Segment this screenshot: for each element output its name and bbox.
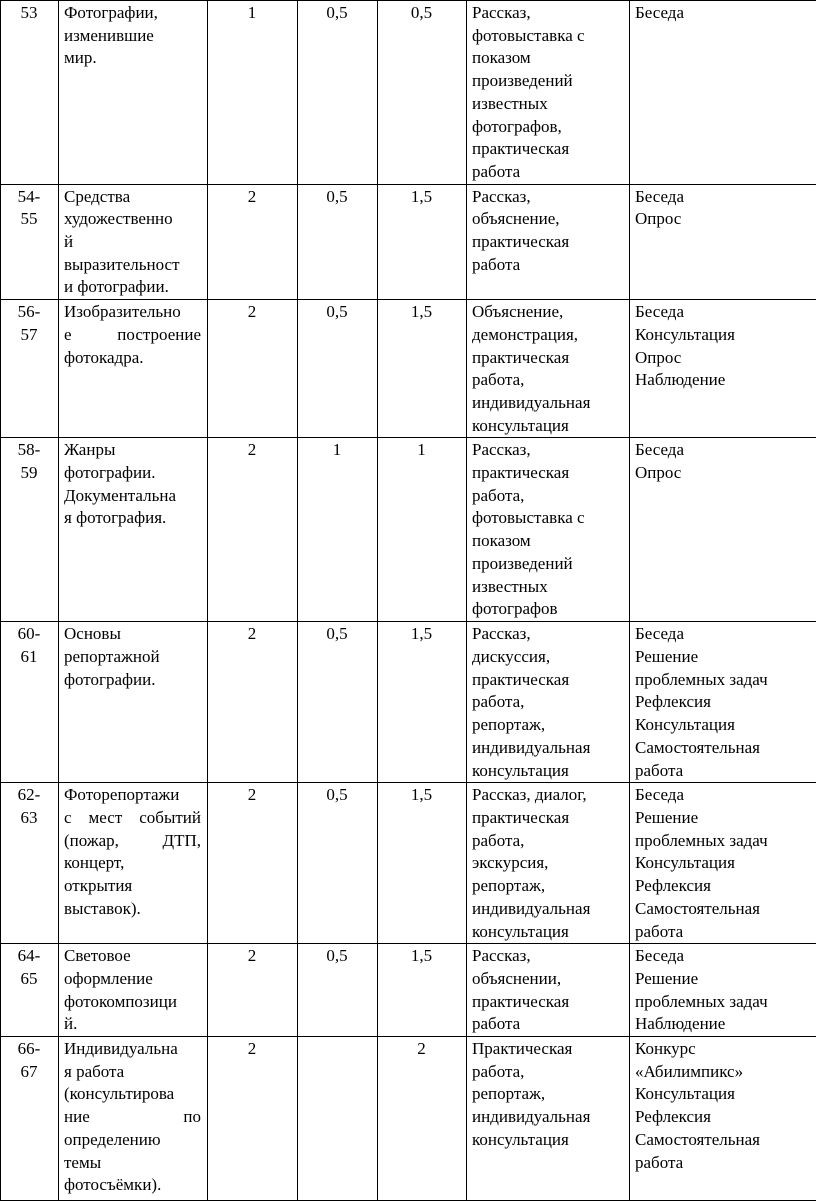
control-form-cell-line: Консультация — [635, 852, 810, 875]
theory-hours-cell — [298, 1037, 378, 1201]
topic-cell — [59, 438, 208, 622]
lesson-number-cell-line: 62- — [6, 784, 52, 807]
table-row — [1, 944, 816, 1037]
control-form-cell-line: Наблюдение — [635, 1013, 810, 1036]
control-form-cell — [630, 438, 816, 622]
methods-cell — [467, 1037, 630, 1201]
methods-cell-line: репортаж, — [472, 875, 623, 898]
methods-cell-line: известных — [472, 576, 623, 599]
control-form-cell-line: работа — [635, 1152, 810, 1175]
topic-cell — [59, 783, 208, 944]
control-form-cell — [630, 184, 816, 300]
methods-cell-line: демонстрация, — [472, 324, 623, 347]
topic-cell-line: Световое — [64, 945, 201, 968]
methods-cell-line: экскурсия, — [472, 852, 623, 875]
methods-cell-line: фотовыставка с — [472, 25, 623, 48]
topic-cell-line: Основы — [64, 623, 201, 646]
topic-cell-line: фотографии. — [64, 669, 201, 692]
control-form-cell — [630, 944, 816, 1037]
methods-cell-line: объяснении, — [472, 968, 623, 991]
methods-cell-line: работа, — [472, 485, 623, 508]
methods-cell-line: индивидуальная — [472, 898, 623, 921]
methods-cell-line: Объяснение, — [472, 301, 623, 324]
control-form-cell-line: Решение — [635, 646, 810, 669]
word: е — [64, 324, 72, 347]
control-form-cell-line: Беседа — [635, 784, 810, 807]
lesson-number-cell — [1, 783, 59, 944]
methods-cell-line: работа — [472, 161, 623, 184]
topic-cell-line — [64, 830, 201, 853]
theory-hours-cell: 0,5 — [298, 622, 378, 783]
practice-hours-cell: 1,5 — [378, 622, 467, 783]
theory-hours-cell: 0,5 — [298, 783, 378, 944]
table-row — [1, 622, 816, 783]
total-hours-cell: 2 — [208, 783, 298, 944]
topic-cell-line: я работа — [64, 1061, 201, 1084]
topic-cell-line: Индивидуальна — [64, 1038, 201, 1061]
control-form-cell-line: проблемных задач — [635, 830, 810, 853]
control-form-cell-line: Самостоятельная — [635, 898, 810, 921]
methods-cell-line: практическая — [472, 462, 623, 485]
word: построение — [117, 324, 201, 347]
practice-hours-cell: 1 — [378, 438, 467, 622]
topic-cell-line: выразительност — [64, 254, 201, 277]
topic-cell-line: выставок). — [64, 898, 201, 921]
control-form-cell-line: Беседа — [635, 945, 810, 968]
table-row — [1, 1037, 816, 1201]
lesson-number-cell-line: 59 — [6, 462, 52, 485]
practice-hours-cell: 2 — [378, 1037, 467, 1201]
topic-cell-line: (консультирова — [64, 1083, 201, 1106]
methods-cell-line: практическая — [472, 807, 623, 830]
methods-cell-line: дискуссия, — [472, 646, 623, 669]
total-hours-cell: 1 — [208, 1, 298, 185]
lesson-number-cell-line: 56- — [6, 301, 52, 324]
control-form-cell-line: Консультация — [635, 324, 810, 347]
topic-cell-line: я фотография. — [64, 507, 201, 530]
topic-cell-line: репортажной — [64, 646, 201, 669]
topic-cell — [59, 300, 208, 438]
topic-cell-line: фотографии. — [64, 462, 201, 485]
control-form-cell-line: Решение — [635, 807, 810, 830]
control-form-cell-line: Рефлексия — [635, 691, 810, 714]
methods-cell-line: практическая — [472, 231, 623, 254]
topic-cell-line: и фотографии. — [64, 276, 201, 299]
topic-cell-line: изменившие — [64, 25, 201, 48]
control-form-cell — [630, 300, 816, 438]
methods-cell-line: объяснение, — [472, 208, 623, 231]
lesson-number-cell — [1, 944, 59, 1037]
table-row — [1, 783, 816, 944]
methods-cell-line: Практическая — [472, 1038, 623, 1061]
methods-cell-line: практическая — [472, 138, 623, 161]
methods-cell-line: фотовыставка с — [472, 507, 623, 530]
control-form-cell-line: Консультация — [635, 1083, 810, 1106]
methods-cell — [467, 783, 630, 944]
practice-hours-cell: 0,5 — [378, 1, 467, 185]
word: ДТП, — [162, 830, 201, 853]
control-form-cell-line: Беседа — [635, 623, 810, 646]
methods-cell-line: показом — [472, 530, 623, 553]
topic-cell — [59, 1037, 208, 1201]
topic-cell-line: открытия — [64, 875, 201, 898]
topic-cell-line: Средства — [64, 186, 201, 209]
methods-cell-line: Рассказ, — [472, 439, 623, 462]
lesson-number-cell-line: 63 — [6, 807, 52, 830]
control-form-cell-line: Беседа — [635, 2, 810, 25]
control-form-cell-line: «Абилимпикс» — [635, 1061, 810, 1084]
methods-cell-line: работа — [472, 254, 623, 277]
methods-cell-line: консультация — [472, 1129, 623, 1152]
practice-hours-cell: 1,5 — [378, 184, 467, 300]
control-form-cell — [630, 622, 816, 783]
lesson-number-cell-line: 55 — [6, 208, 52, 231]
theory-hours-cell: 0,5 — [298, 944, 378, 1037]
methods-cell-line: работа — [472, 1013, 623, 1036]
methods-cell-line: консультация — [472, 415, 623, 438]
topic-cell-line: фотосъёмки). — [64, 1174, 201, 1197]
methods-cell-line: фотографов, — [472, 116, 623, 139]
control-form-cell-line: Беседа — [635, 186, 810, 209]
control-form-cell-line: Беседа — [635, 439, 810, 462]
control-form-cell-line: Самостоятельная — [635, 737, 810, 760]
methods-cell-line: индивидуальная — [472, 392, 623, 415]
topic-cell-line: Фотографии, — [64, 2, 201, 25]
topic-cell-line: Фоторепортажи — [64, 784, 201, 807]
methods-cell-line: произведений — [472, 70, 623, 93]
methods-cell-line: известных — [472, 93, 623, 116]
control-form-cell-line: работа — [635, 760, 810, 783]
lesson-number-cell-line: 67 — [6, 1061, 52, 1084]
lesson-number-cell-line: 61 — [6, 646, 52, 669]
topic-cell-line: художественно — [64, 208, 201, 231]
methods-cell — [467, 622, 630, 783]
total-hours-cell: 2 — [208, 300, 298, 438]
methods-cell-line: работа, — [472, 1061, 623, 1084]
control-form-cell-line: Опрос — [635, 462, 810, 485]
control-form-cell-line: Опрос — [635, 208, 810, 231]
total-hours-cell: 2 — [208, 944, 298, 1037]
lesson-number-cell — [1, 300, 59, 438]
topic-cell-line: фотокомпозици — [64, 991, 201, 1014]
methods-cell — [467, 944, 630, 1037]
methods-cell-line: работа, — [472, 691, 623, 714]
methods-cell-line: консультация — [472, 921, 623, 944]
control-form-cell — [630, 783, 816, 944]
methods-cell-line: репортаж, — [472, 1083, 623, 1106]
topic-cell-line: Изобразительно — [64, 301, 201, 324]
table-row — [1, 300, 816, 438]
word: с — [64, 807, 72, 830]
topic-cell-line: оформление — [64, 968, 201, 991]
table-row — [1, 184, 816, 300]
methods-cell — [467, 438, 630, 622]
total-hours-cell: 2 — [208, 622, 298, 783]
lesson-number-cell-line: 53 — [6, 2, 52, 25]
topic-cell-line — [64, 324, 201, 347]
theory-hours-cell: 0,5 — [298, 184, 378, 300]
lesson-number-cell-line: 60- — [6, 623, 52, 646]
topic-cell-line: Документальна — [64, 485, 201, 508]
lesson-number-cell-line: 66- — [6, 1038, 52, 1061]
topic-cell — [59, 1, 208, 185]
methods-cell-line: Рассказ, — [472, 186, 623, 209]
lesson-number-cell-line: 54- — [6, 186, 52, 209]
control-form-cell — [630, 1037, 816, 1201]
topic-cell-line: й. — [64, 1013, 201, 1036]
lesson-number-cell — [1, 1, 59, 185]
control-form-cell-line: проблемных задач — [635, 991, 810, 1014]
topic-cell-line — [64, 807, 201, 830]
methods-cell-line: работа, — [472, 369, 623, 392]
methods-cell-line: индивидуальная — [472, 737, 623, 760]
topic-cell-line: фотокадра. — [64, 347, 201, 370]
word: событий — [139, 807, 201, 830]
total-hours-cell: 2 — [208, 438, 298, 622]
theory-hours-cell: 0,5 — [298, 1, 378, 185]
methods-cell-line: фотографов — [472, 598, 623, 621]
methods-cell — [467, 300, 630, 438]
lesson-number-cell-line: 64- — [6, 945, 52, 968]
lesson-number-cell — [1, 438, 59, 622]
total-hours-cell: 2 — [208, 184, 298, 300]
methods-cell — [467, 184, 630, 300]
methods-cell — [467, 1, 630, 185]
methods-cell-line: практическая — [472, 991, 623, 1014]
control-form-cell-line: Решение — [635, 968, 810, 991]
methods-cell-line: Рассказ, — [472, 623, 623, 646]
lesson-number-cell-line: 57 — [6, 324, 52, 347]
topic-cell-line: мир. — [64, 47, 201, 70]
methods-cell-line: репортаж, — [472, 714, 623, 737]
control-form-cell-line: работа — [635, 921, 810, 944]
control-form-cell-line: Опрос — [635, 347, 810, 370]
topic-cell — [59, 944, 208, 1037]
practice-hours-cell: 1,5 — [378, 300, 467, 438]
methods-cell-line: работа, — [472, 830, 623, 853]
theory-hours-cell: 0,5 — [298, 300, 378, 438]
word: по — [183, 1106, 201, 1129]
control-form-cell-line: Рефлексия — [635, 1106, 810, 1129]
topic-cell-line: Жанры — [64, 439, 201, 462]
topic-cell — [59, 184, 208, 300]
control-form-cell-line: Самостоятельная — [635, 1129, 810, 1152]
methods-cell-line: индивидуальная — [472, 1106, 623, 1129]
lesson-number-cell — [1, 1037, 59, 1201]
methods-cell-line: практическая — [472, 669, 623, 692]
total-hours-cell: 2 — [208, 1037, 298, 1201]
topic-cell-line: темы — [64, 1152, 201, 1175]
topic-cell-line: концерт, — [64, 852, 201, 875]
lesson-number-cell-line: 58- — [6, 439, 52, 462]
control-form-cell-line: Рефлексия — [635, 875, 810, 898]
methods-cell-line: произведений — [472, 553, 623, 576]
control-form-cell-line: Наблюдение — [635, 369, 810, 392]
control-form-cell-line: Беседа — [635, 301, 810, 324]
word: мест — [89, 807, 123, 830]
methods-cell-line: консультация — [472, 760, 623, 783]
theory-hours-cell: 1 — [298, 438, 378, 622]
methods-cell-line: показом — [472, 47, 623, 70]
lesson-number-cell — [1, 622, 59, 783]
control-form-cell-line: Конкурс — [635, 1038, 810, 1061]
table-row — [1, 1, 816, 185]
topic-cell — [59, 622, 208, 783]
control-form-cell — [630, 1, 816, 185]
lesson-number-cell-line: 65 — [6, 968, 52, 991]
practice-hours-cell: 1,5 — [378, 944, 467, 1037]
topic-cell-line: й — [64, 231, 201, 254]
table-row — [1, 438, 816, 622]
control-form-cell-line: Консультация — [635, 714, 810, 737]
lesson-number-cell — [1, 184, 59, 300]
word: (пожар, — [64, 830, 119, 853]
methods-cell-line: Рассказ, — [472, 2, 623, 25]
control-form-cell-line: проблемных задач — [635, 669, 810, 692]
methods-cell-line: практическая — [472, 347, 623, 370]
word: ние — [64, 1106, 90, 1129]
methods-cell-line: Рассказ, — [472, 945, 623, 968]
topic-cell-line: определению — [64, 1129, 201, 1152]
methods-cell-line: Рассказ, диалог, — [472, 784, 623, 807]
practice-hours-cell: 1,5 — [378, 783, 467, 944]
topic-cell-line — [64, 1106, 201, 1129]
